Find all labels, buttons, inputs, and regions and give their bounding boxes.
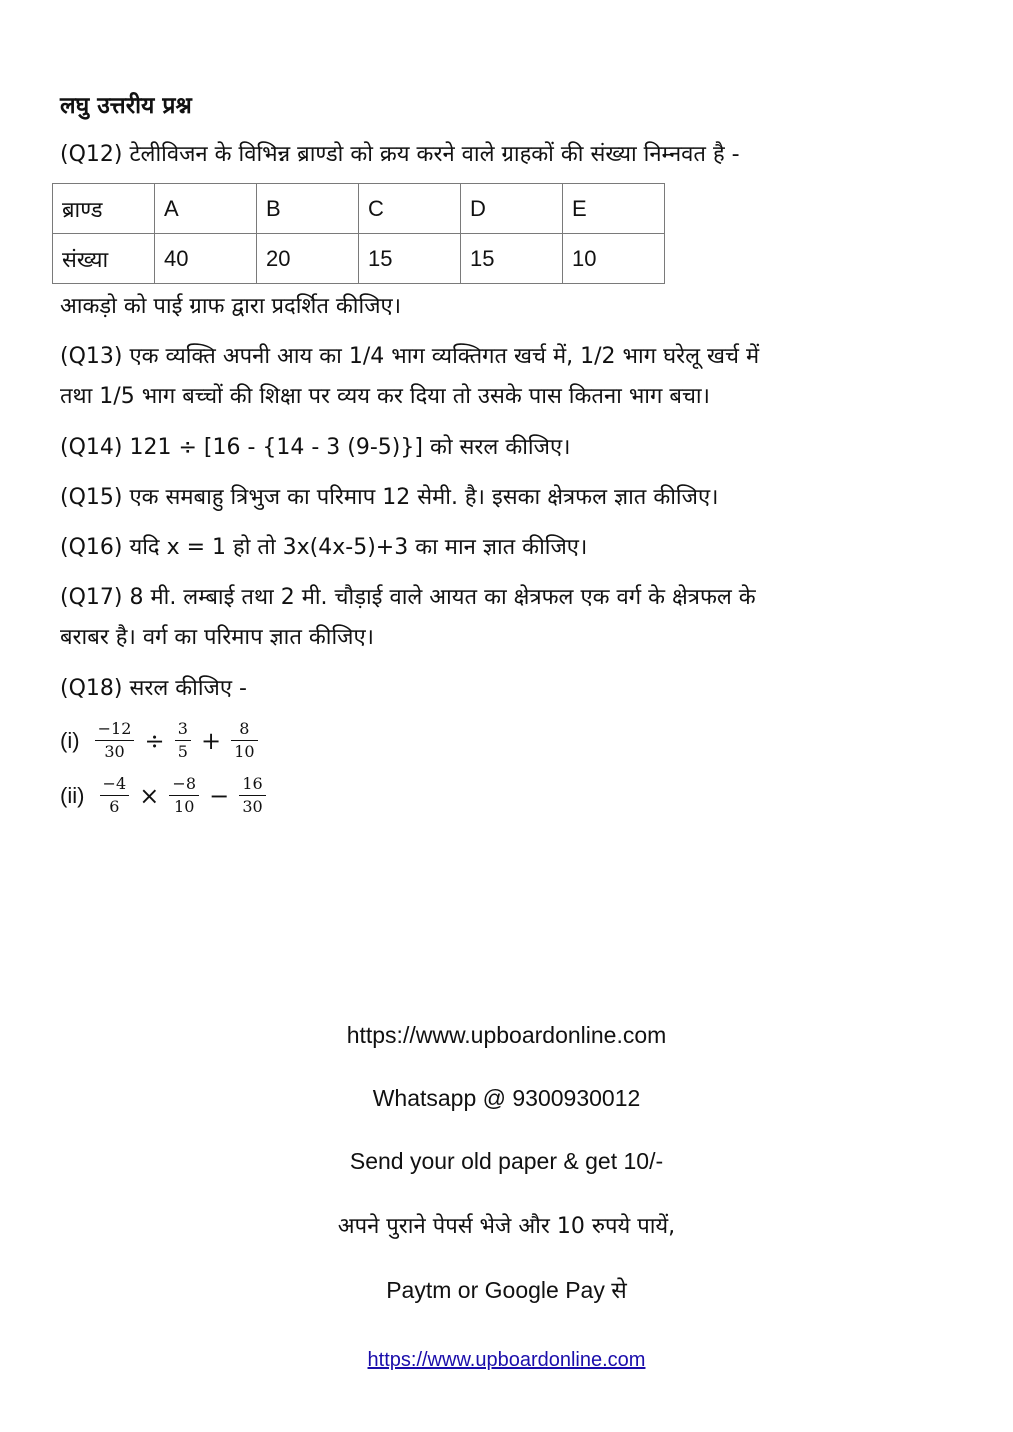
numerator: 3 <box>175 718 191 741</box>
footer-offer-hindi: अपने पुराने पेपर्स भेजे और 10 रुपये पायें, <box>337 1214 676 1239</box>
footer-whatsapp: Whatsapp @ 9300930012 <box>372 1085 641 1111</box>
question-12-instruction: आकड़ो को पाई ग्राफ द्वारा प्रदर्शित कीजिए। <box>60 294 402 319</box>
footer-website: https://www.upboardonline.com <box>346 1022 667 1048</box>
table-row-brands <box>53 184 665 234</box>
minus-operator: − <box>209 781 230 810</box>
row-label-count: संख्या <box>53 234 155 284</box>
denominator: 10 <box>234 742 255 761</box>
count-cell: 15 <box>359 234 461 284</box>
question-16: (Q16) यदि x = 1 हो तो 3x(4x-5)+3 का मान ज्ञात कीजिए। <box>60 535 588 560</box>
question-14: (Q14) 121 ÷ [16 - {14 - 3 (9-5)}] को सरल कीजिए। <box>60 435 571 460</box>
part-label: (ii) <box>60 782 85 808</box>
numerator: −8 <box>169 773 199 796</box>
brand-cell: E <box>563 184 665 234</box>
numerator: 16 <box>239 773 265 796</box>
question-17-line2: बराबर है। वर्ग का परिमाप ज्ञात कीजिए। <box>60 625 375 650</box>
brand-cell: B <box>257 184 359 234</box>
denominator: 30 <box>242 797 263 816</box>
expression-part-i <box>60 718 260 763</box>
count-cell: 40 <box>155 234 257 284</box>
part-label: (i) <box>60 727 80 753</box>
denominator: 6 <box>109 797 120 816</box>
expression-part-ii <box>60 773 268 818</box>
count-cell: 10 <box>563 234 665 284</box>
count-cell: 15 <box>461 234 563 284</box>
numerator: 8 <box>231 718 257 741</box>
brand-table <box>52 183 665 284</box>
question-17-line1: (Q17) 8 मी. लम्बाई तथा 2 मी. चौड़ाई वाले आयत का क्षेत्रफल एक वर्ग के क्षेत्रफल के <box>60 585 756 610</box>
plus-operator: + <box>200 726 222 755</box>
fraction <box>100 773 130 818</box>
question-13-line1: (Q13) एक व्यक्ति अपनी आय का 1/4 भाग व्यक्तिगत खर्च में, 1/2 भाग घरेलू खर्च में <box>60 344 760 369</box>
brand-cell: D <box>461 184 563 234</box>
divide-operator: ÷ <box>144 726 165 755</box>
fraction <box>175 718 191 763</box>
count-cell: 20 <box>257 234 359 284</box>
footer-link[interactable]: https://www.upboardonline.com <box>367 1349 646 1371</box>
question-12: (Q12) टेलीविजन के विभिन्न ब्राण्डो को क्रय करने वाले ग्राहकों की संख्या निम्नवत है - <box>60 142 740 167</box>
question-15: (Q15) एक समबाहु त्रिभुज का परिमाप 12 सेमी. है। इसका क्षेत्रफल ज्ञात कीजिए। <box>60 485 719 510</box>
fraction <box>95 718 135 763</box>
brand-cell: A <box>155 184 257 234</box>
row-label-brand: ब्राण्ड <box>53 184 155 234</box>
footer-payment: Paytm or Google Pay से <box>386 1277 627 1303</box>
question-18: (Q18) सरल कीजिए - <box>60 676 247 701</box>
numerator: −4 <box>100 773 130 796</box>
footer-offer: Send your old paper & get 10/- <box>349 1148 664 1174</box>
brand-cell: C <box>359 184 461 234</box>
question-13-line2: तथा 1/5 भाग बच्चों की शिक्षा पर व्यय कर दिया तो उसके पास कितना भाग बचा। <box>60 384 710 409</box>
section-heading: लघु उत्तरीय प्रश्न <box>60 93 192 119</box>
multiply-operator: × <box>139 781 160 810</box>
fraction <box>231 718 257 763</box>
fraction <box>239 773 265 818</box>
table-row-counts <box>53 234 665 284</box>
denominator: 30 <box>104 742 125 761</box>
fraction <box>169 773 199 818</box>
denominator: 10 <box>174 797 195 816</box>
denominator: 5 <box>177 742 188 761</box>
numerator: −12 <box>95 718 135 741</box>
